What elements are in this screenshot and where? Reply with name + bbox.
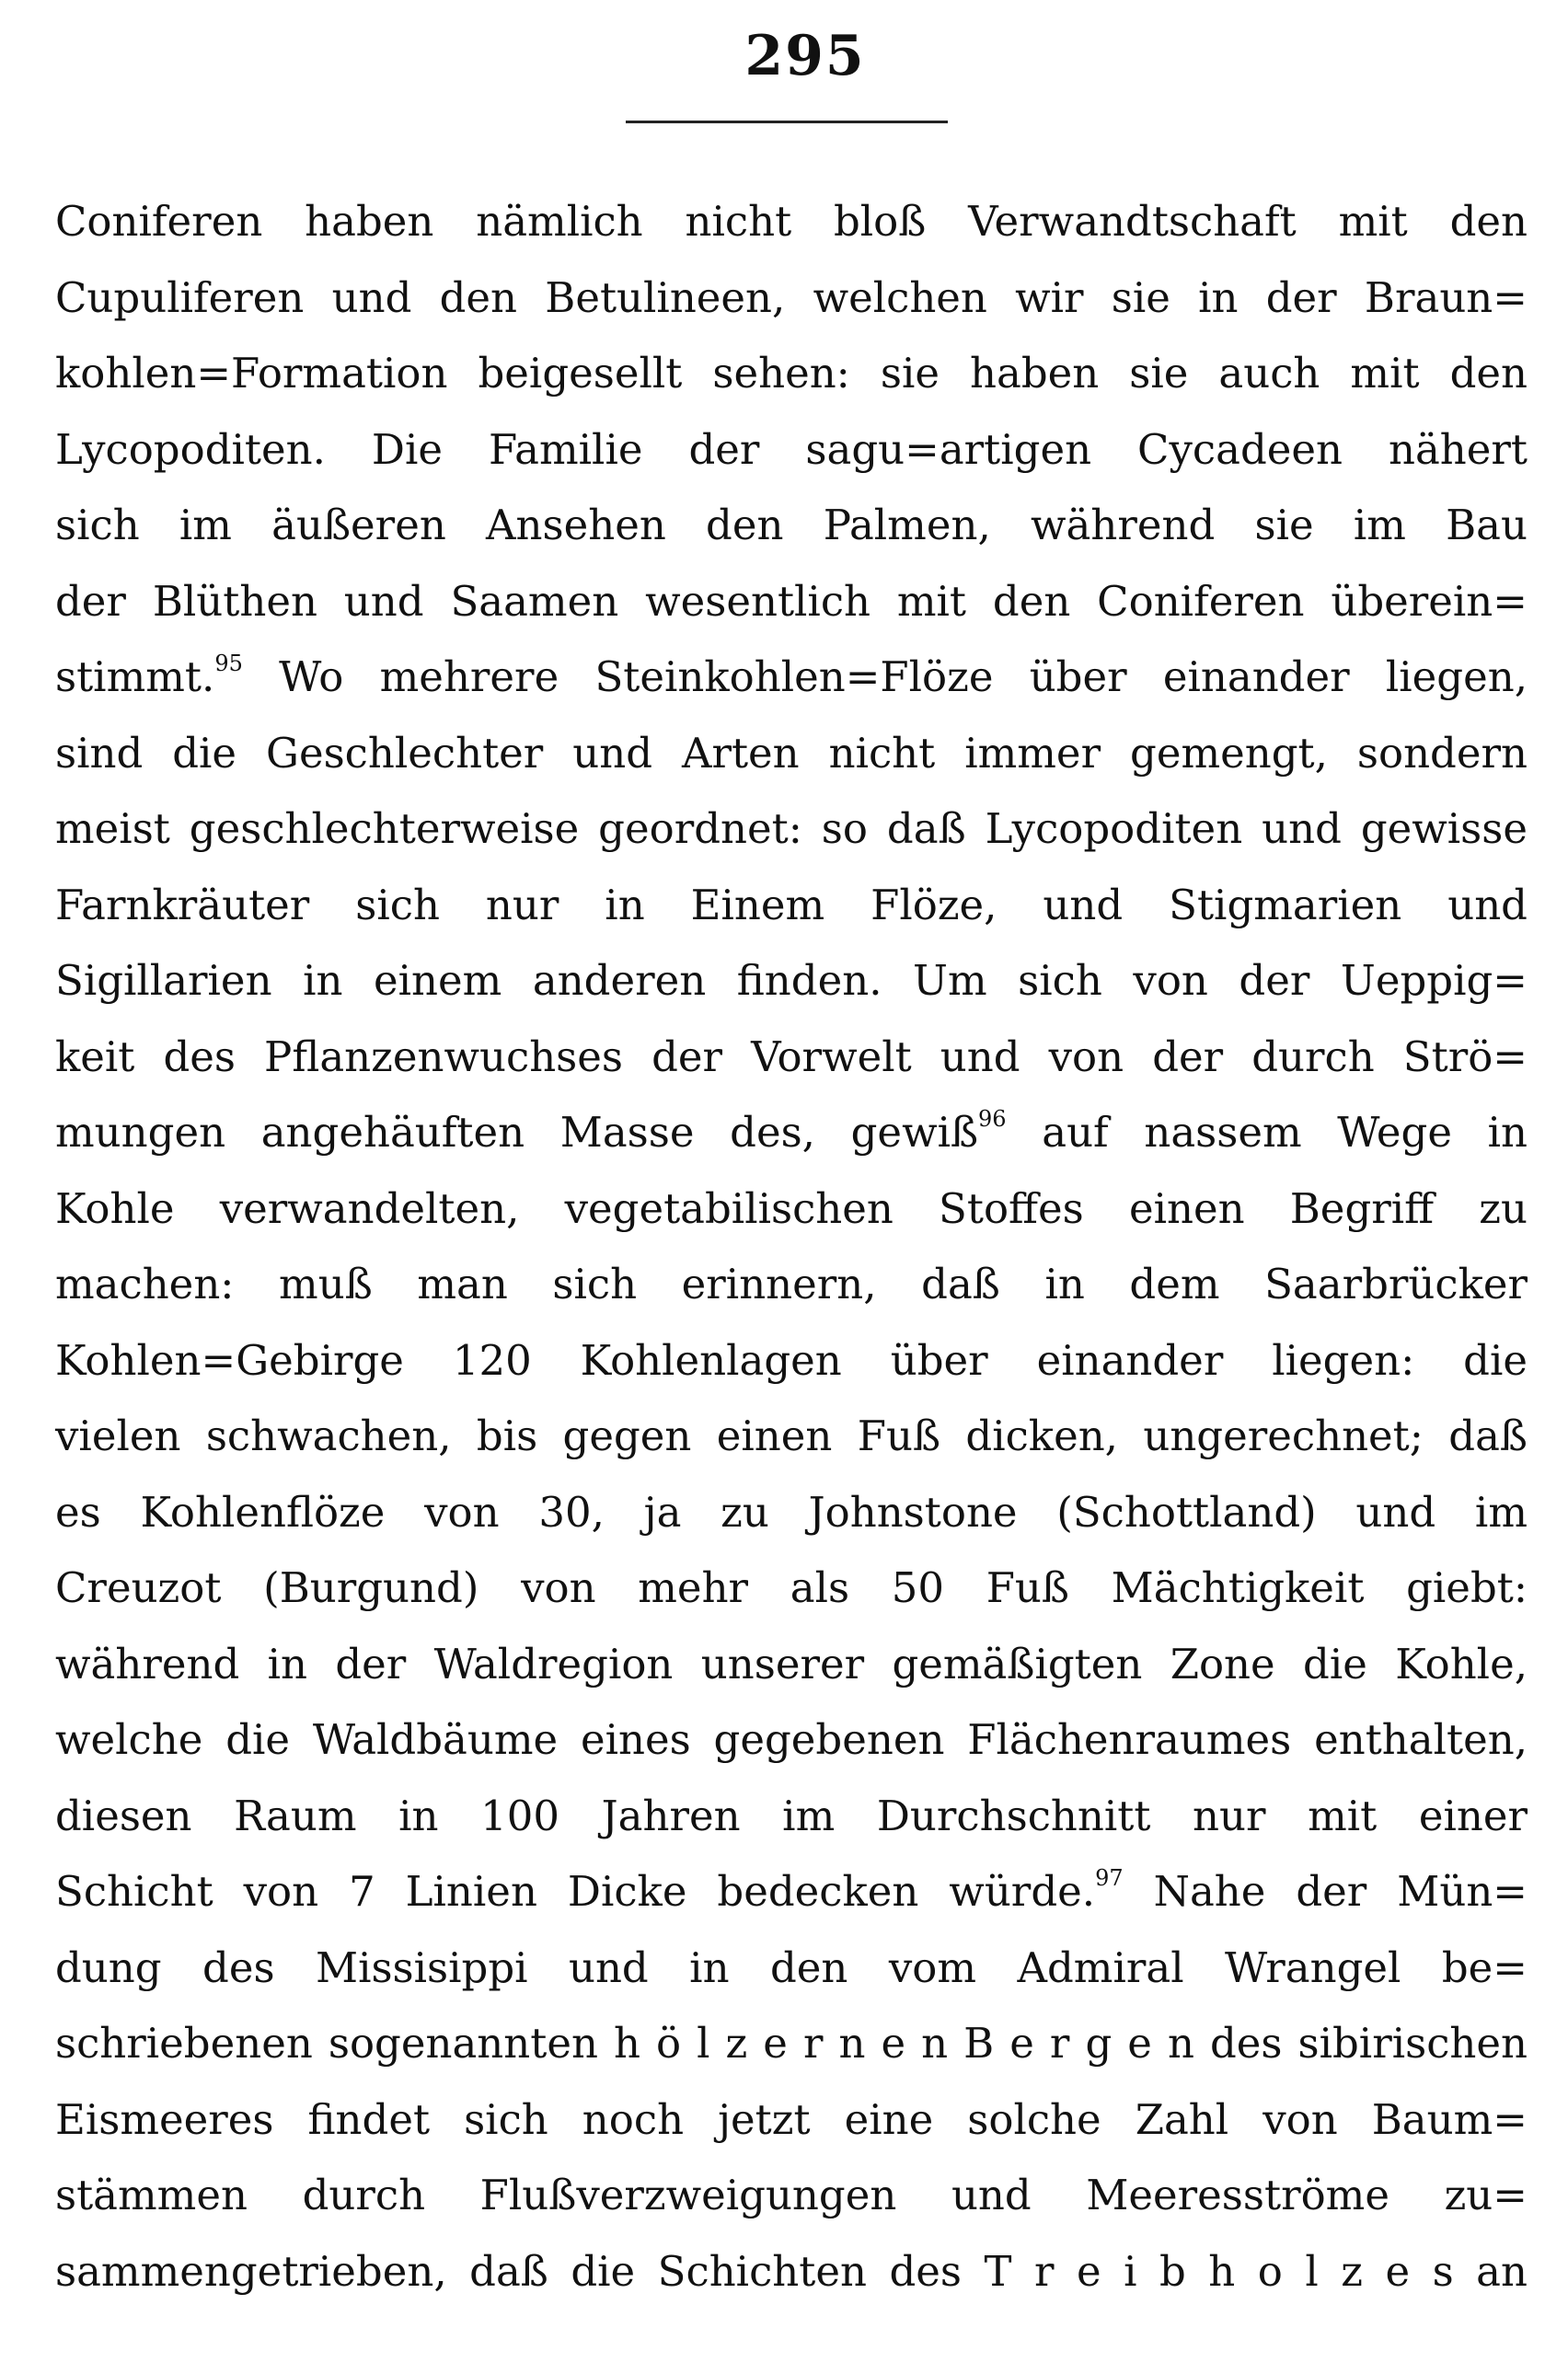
text-line: stämmen durch Flußverzweigungen und Meeresströme zu= [55, 2171, 1528, 2219]
text-line: welche die Waldbäume eines gegebenen Flächenraumes enthalten, [55, 1715, 1528, 1764]
text-line: meist geschlechterweise geordnet: so daß Lycopoditen und gewisse [55, 804, 1528, 853]
text-line: sind die Geschlechter und Arten nicht immer gemengt, sondern [55, 728, 1528, 778]
footnote-ref-96: 96 [978, 1106, 1007, 1132]
text-segment: mungen angehäuften Masse des, gewiß [55, 1108, 979, 1157]
text-line: Farnkräuter sich nur in Einem Flöze, und Stigmarien und [55, 880, 1528, 929]
text-line: sich im äußeren Ansehen den Palmen, während sie im Bau [55, 501, 1528, 549]
text-segment: auf nassem Wege in [1042, 1108, 1528, 1157]
text-line: kohlen=Formation beigesellt sehen: sie haben sie auch mit den [55, 349, 1528, 398]
text-line: Cupuliferen und den Betulineen, welchen wir sie in der Braun= [55, 272, 1528, 322]
text-line: Kohle verwandelten, vegetabilischen Stoffes einen Begriff zu [55, 1183, 1528, 1233]
header-rule [626, 121, 948, 123]
text-segment: Nahe der Mün= [1153, 1867, 1528, 1916]
text-line: diesen Raum in 100 Jahren im Durchschnitt nur mit einer [55, 1791, 1528, 1840]
body-text [55, 184, 1528, 2310]
text-line [55, 1854, 1528, 1930]
page-number: 295 [744, 24, 866, 88]
text-line: Kohlen=Gebirge 120 Kohlenlagen über einander liegen: die [55, 1335, 1528, 1385]
text-line [55, 640, 1528, 716]
text-line: Coniferen haben nämlich nicht bloß Verwandtschaft mit den [55, 197, 1528, 246]
text-line: vielen schwachen, bis gegen einen Fuß dicken, ungerechnet; daß [55, 1412, 1528, 1460]
text-segment: stimmt. [55, 652, 215, 701]
text-line: schriebenen sogenannten h ö l z e r n e n B e r g e n des sibirischen [55, 2019, 1528, 2068]
text-line: sammengetrieben, daß die Schichten des T r e i b h o l z e s an [55, 2246, 1528, 2296]
text-line: es Kohlenflöze von 30, ja zu Johnstone (Schottland) und im [55, 1487, 1528, 1537]
footnote-ref-97: 97 [1095, 1865, 1124, 1891]
text-line: Eismeeres findet sich noch jetzt eine solche Zahl von Baum= [55, 2094, 1528, 2144]
text-segment: Wo mehrere Steinkohlen=Flöze über einander liegen, [279, 652, 1528, 701]
text-line [55, 1095, 1528, 1171]
text-line: Lycopoditen. Die Familie der sagu=artigen Cycadeen nähert [55, 424, 1528, 474]
text-line: machen: muß man sich erinnern, daß in dem Saarbrücker [55, 1260, 1528, 1308]
text-line: der Blüthen und Saamen wesentlich mit den Coniferen überein= [55, 576, 1528, 626]
footnote-ref-95: 95 [214, 651, 243, 676]
text-segment: Schicht von 7 Linien Dicke bedecken würde. [55, 1867, 1096, 1916]
text-line: dung des Missisippi und in den vom Admiral Wrangel be= [55, 1942, 1528, 1992]
text-line: Creuzot (Burgund) von mehr als 50 Fuß Mächtigkeit giebt: [55, 1563, 1528, 1612]
text-line: Sigillarien in einem anderen finden. Um sich von der Ueppig= [55, 956, 1528, 1005]
text-line: während in der Waldregion unserer gemäßigten Zone die Kohle, [55, 1639, 1528, 1688]
text-line: keit des Pflanzenwuchses der Vorwelt und von der durch Strö= [55, 1031, 1528, 1081]
